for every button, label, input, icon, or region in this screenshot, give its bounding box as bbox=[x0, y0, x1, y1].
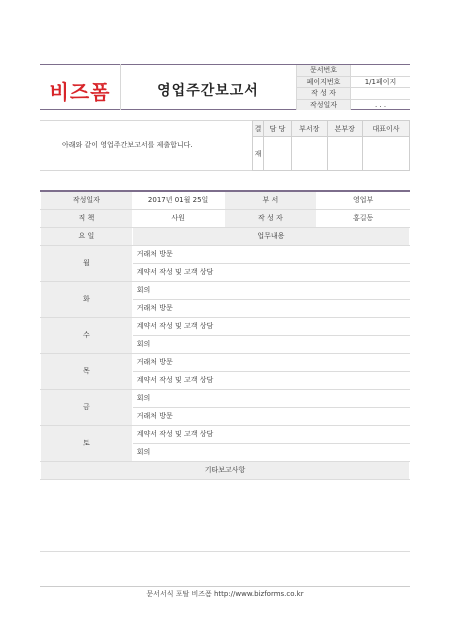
schedule-row bbox=[41, 246, 410, 264]
meta-value[interactable] bbox=[351, 88, 410, 100]
day-cell: 금 bbox=[41, 390, 133, 426]
approval-role-row bbox=[253, 121, 410, 137]
document-meta-table bbox=[296, 65, 410, 110]
date-label: 작성일자 bbox=[41, 191, 133, 210]
meta-label: 문서번호 bbox=[297, 65, 351, 76]
approval-signature-row bbox=[253, 137, 410, 171]
day-header: 요 일 bbox=[41, 228, 133, 246]
meta-value[interactable] bbox=[351, 65, 410, 76]
signature-box[interactable] bbox=[327, 137, 363, 171]
etc-header-row bbox=[41, 462, 410, 480]
meta-row bbox=[297, 65, 411, 76]
dept-value[interactable]: 영업부 bbox=[317, 191, 410, 210]
approval-label-bottom: 재 bbox=[253, 137, 264, 171]
approval-role: 대표이사 bbox=[363, 121, 410, 137]
intro-text: 아래와 같이 영업주간보고서를 제출합니다. bbox=[62, 141, 193, 149]
task-cell[interactable]: 회의 bbox=[132, 282, 409, 300]
task-cell[interactable]: 계약서 작성 및 고객 상담 bbox=[132, 318, 409, 336]
task-cell[interactable]: 거래처 방문 bbox=[132, 408, 409, 426]
task-cell[interactable]: 회의 bbox=[132, 444, 409, 462]
task-cell[interactable]: 계약서 작성 및 고객 상담 bbox=[132, 264, 409, 282]
task-cell[interactable]: 회의 bbox=[132, 390, 409, 408]
approval-role: 담 당 bbox=[264, 121, 292, 137]
task-cell[interactable]: 계약서 작성 및 고객 상담 bbox=[132, 372, 409, 390]
footer-text: 문서서식 포탈 비즈폼 http://www.bizforms.co.kr bbox=[146, 590, 304, 598]
etc-body-row bbox=[41, 480, 410, 552]
schedule-row bbox=[41, 426, 410, 444]
task-cell[interactable]: 거래처 방문 bbox=[132, 300, 409, 318]
meta-row bbox=[297, 88, 411, 100]
report-table bbox=[40, 190, 410, 552]
document-title: 영업주간보고서 bbox=[157, 83, 259, 99]
approval-role: 본부장 bbox=[327, 121, 363, 137]
meta-label: 페이지번호 bbox=[297, 76, 351, 88]
date-value[interactable]: 2017년 01월 25일 bbox=[132, 191, 224, 210]
info-row bbox=[41, 191, 410, 210]
writer-label: 작 성 자 bbox=[224, 210, 317, 228]
day-cell: 토 bbox=[41, 426, 133, 462]
brand-logo: 비즈폼 bbox=[49, 80, 111, 104]
day-cell: 수 bbox=[41, 318, 133, 354]
schedule-header-row bbox=[41, 228, 410, 246]
approval-label-top: 결 bbox=[253, 121, 264, 137]
approval-table bbox=[252, 120, 410, 171]
etc-header: 기타보고사항 bbox=[41, 462, 410, 480]
position-label: 직 책 bbox=[41, 210, 133, 228]
schedule-row bbox=[41, 390, 410, 408]
day-cell: 월 bbox=[41, 246, 133, 282]
meta-value[interactable]: 1/1페이지 bbox=[351, 76, 410, 88]
writer-value[interactable]: 홍길동 bbox=[317, 210, 410, 228]
meta-row bbox=[297, 76, 411, 88]
signature-box[interactable] bbox=[264, 137, 292, 171]
task-cell[interactable]: 거래처 방문 bbox=[132, 246, 409, 264]
position-value[interactable]: 사원 bbox=[132, 210, 224, 228]
task-cell[interactable]: 거래처 방문 bbox=[132, 354, 409, 372]
info-row bbox=[41, 210, 410, 228]
task-cell[interactable]: 회의 bbox=[132, 336, 409, 354]
meta-row bbox=[297, 99, 411, 110]
footer-rule bbox=[40, 586, 410, 587]
schedule-row bbox=[41, 282, 410, 300]
meta-value[interactable]: . . . bbox=[374, 100, 387, 109]
meta-label: 작성일자 bbox=[297, 99, 351, 110]
schedule-row bbox=[41, 318, 410, 336]
day-cell: 목 bbox=[41, 354, 133, 390]
schedule-row bbox=[41, 354, 410, 372]
dept-label: 부 서 bbox=[224, 191, 317, 210]
signature-box[interactable] bbox=[363, 137, 410, 171]
day-cell: 화 bbox=[41, 282, 133, 318]
content-header: 업무내용 bbox=[132, 228, 409, 246]
signature-box[interactable] bbox=[291, 137, 327, 171]
approval-role: 부서장 bbox=[291, 121, 327, 137]
etc-content[interactable] bbox=[41, 480, 410, 552]
task-cell[interactable]: 계약서 작성 및 고객 상담 bbox=[132, 426, 409, 444]
meta-label: 작 성 자 bbox=[297, 88, 351, 100]
